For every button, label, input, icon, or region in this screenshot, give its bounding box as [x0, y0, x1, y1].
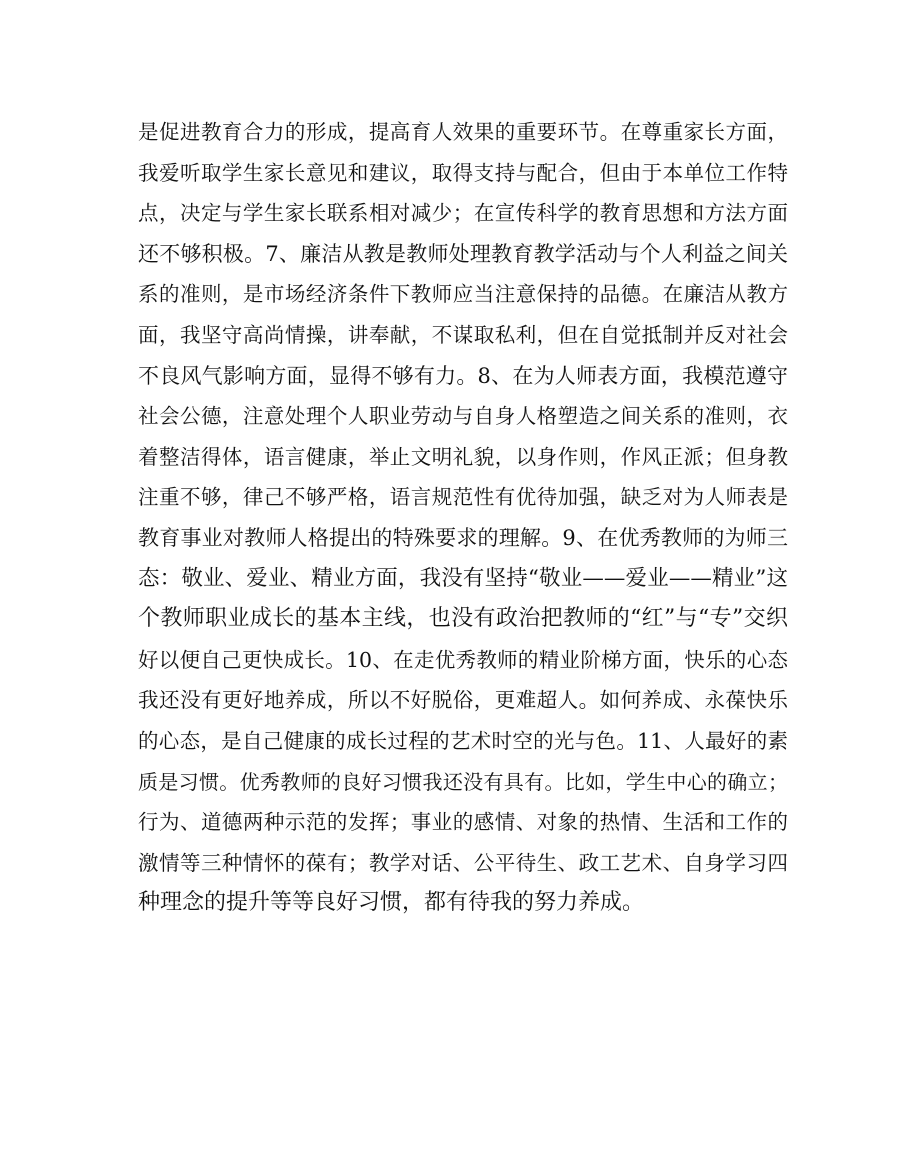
text-line: 社会公德，注意处理个人职业劳动与自身人格塑造之间关系的准则，衣: [138, 404, 788, 429]
body-text: [138, 112, 788, 924]
text-line: 注重不够，律己不够严格，语言规范性有优待加强，缺乏对为人师表是: [138, 485, 788, 510]
text-line: 激情等三种情怀的葆有；教学对话、公平待生、政工艺术、自身学习四: [138, 850, 788, 875]
text-line: 质是习惯。优秀教师的良好习惯我还没有具有。比如，学生中心的确立；: [138, 769, 788, 794]
text-line: 的心态，是自己健康的成长过程的艺术时空的光与色。11、人最好的素: [138, 728, 788, 753]
text-line: 教育事业对教师人格提出的特殊要求的理解。9、在优秀教师的为师三: [138, 525, 788, 550]
text-line: 态：敬业、爱业、精业方面，我没有坚持“敬业——爱业——精业”这: [138, 565, 788, 591]
text-line: 我还没有更好地养成，所以不好脱俗，更难超人。如何养成、永葆快乐: [138, 688, 788, 713]
text-line: 面，我坚守高尚情操，讲奉献，不谋取私利，但在自觉抵制并反对社会: [138, 322, 788, 347]
text-line: 种理念的提升等等良好习惯，都有待我的努力养成。: [138, 890, 645, 916]
text-line: 系的准则，是市场经济条件下教师应当注意保持的品德。在廉洁从教方: [138, 282, 788, 307]
text-line: 好以便自己更快成长。10、在走优秀教师的精业阶梯方面，快乐的心态: [138, 647, 788, 672]
text-line: 不良风气影响方面，显得不够有力。8、在为人师表方面，我模范遵守: [138, 363, 788, 388]
text-line: 我爱听取学生家长意见和建议，取得支持与配合，但由于本单位工作特: [138, 160, 788, 185]
text-line: 是促进教育合力的形成，提高育人效果的重要环节。在尊重家长方面，: [138, 120, 788, 144]
text-line: 行为、道德两种示范的发挥；事业的感情、对象的热情、生活和工作的: [138, 810, 788, 835]
text-line: 个教师职业成长的基本主线，也没有政治把教师的“红”与“专”交织: [138, 606, 788, 632]
text-line: 点，决定与学生家长联系相对减少；在宣传科学的教育思想和方法方面: [138, 201, 788, 226]
text-line: 还不够积极。7、廉洁从教是教师处理教育教学活动与个人利益之间关: [138, 241, 788, 266]
text-line: 着整洁得体，语言健康，举止文明礼貌，以身作则，作风正派；但身教: [138, 444, 788, 469]
